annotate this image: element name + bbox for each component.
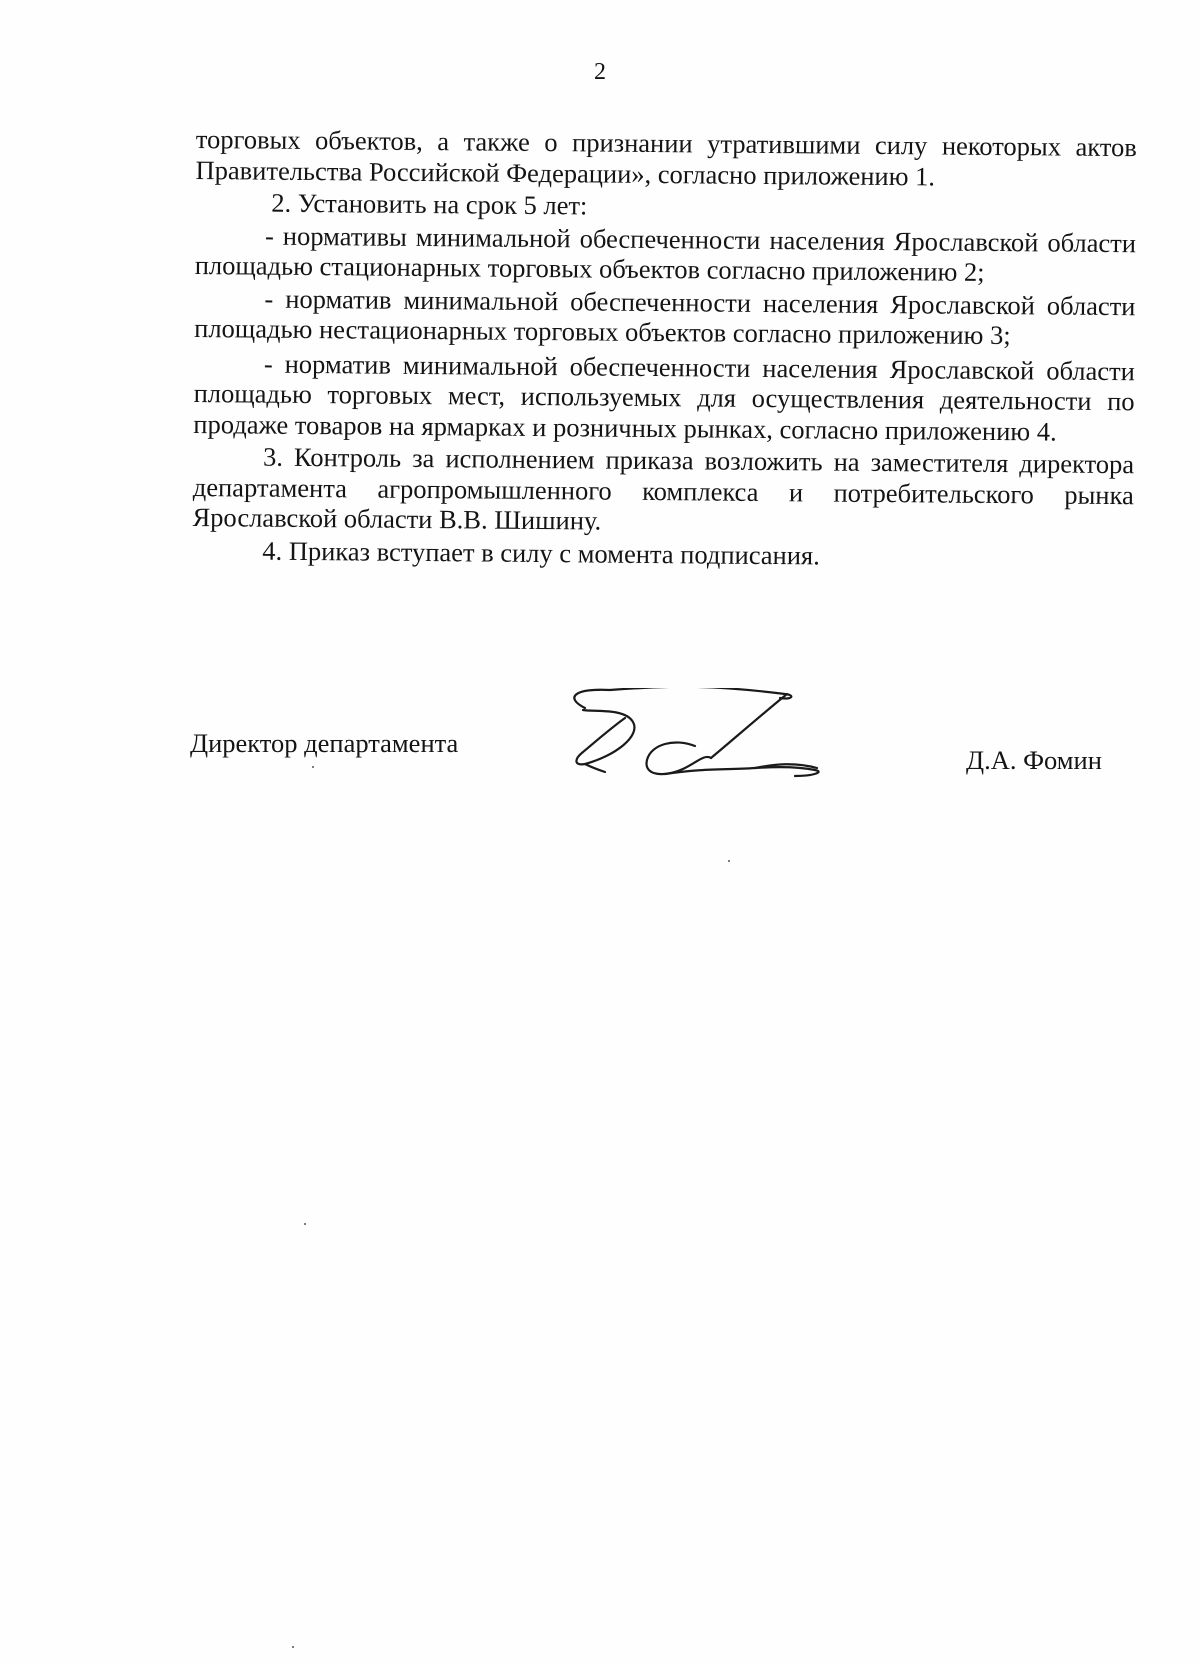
paragraph-norm-nonstationary: - норматив минимальной обеспеченности населения Ярославской области площадью нестационарных торговых объектов согласно приложению 3; [194,283,1136,351]
page-number: 2 [594,59,606,85]
handwritten-signature [555,688,865,798]
paragraph-item-2: 2. Установить на срок 5 лет: [271,187,588,221]
paragraph-norm-markets: - норматив минимальной обеспеченности населения Ярославской области площадью торговых мест, используемых для осуществления деятельности по продаже товаров на ярмарках и розничных рынках, согласно приложению 4. [193,348,1136,447]
document-body [192,124,1137,573]
paragraph-item-3: 3. Контроль за исполнением приказа возложить на заместителя директора департамента агропромышленного комплекса и потребительского рынка Ярославской области В.В. Шишину. [192,441,1135,536]
signatory-title: Директор департамента [190,728,459,758]
scan-speck [728,860,730,862]
paragraph-norm-stationary: - нормативы минимальной обеспеченности населения Ярославской области площадью стационарных торговых объектов согласно приложению 2; [194,220,1137,287]
paragraph-item-4: 4. Приказ вступает в силу с момента подписания. [262,535,820,570]
scan-speck [312,766,314,768]
paragraph-continuation: торговых объектов, а также о признании утратившими силу некоторых актов Правительства Российской Федерации», согласно приложению 1. [195,124,1137,191]
scan-speck [304,1223,306,1225]
scan-speck [292,1646,294,1648]
signatory-name: Д.А. Фомин [966,745,1102,775]
